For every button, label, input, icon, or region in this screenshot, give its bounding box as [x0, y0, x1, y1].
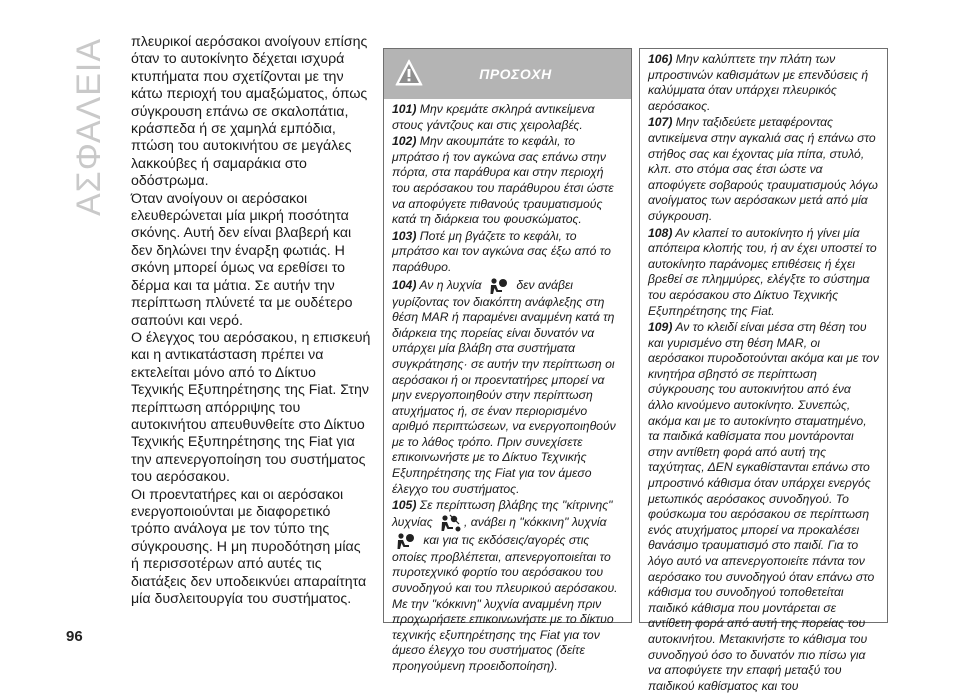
body-paragraph-2: Όταν ανοίγουν οι αερόσακοι ελευθερώνεται μία μικρή ποσότητα σκόνης. Αυτή δεν είναι βλαβερή και δεν δηλώνει την έναρξη φωτιάς. Η σκόνη μπορεί όμως να ερεθίσει το δέρμα και τα μάτια. Σε αυτήν την περίπτωση πλύνετέ τα με ουδέτερο σαπούνι και νερό.: [131, 190, 353, 329]
warning-header: [384, 49, 631, 99]
warning-item-101: 101) Μην κρεμάτε σκληρά αντικείμενα στους γάντζους και στις χειρολαβές.: [392, 102, 595, 132]
passenger-airbag-off-icon: [439, 514, 461, 532]
warning-box: [383, 48, 632, 673]
page-number: 96: [66, 628, 83, 645]
warning-triangle-icon: [394, 58, 424, 88]
body-paragraph-1: πλευρικοί αερόσακοι ανοίγουν επίσης όταν το αυτοκίνητο δέχεται ισχυρά κτυπήματα που σχετίζονται με την κάτω περιοχή του αμαξώματος, όπως σύγκρουση επάνω σε σκαλοπάτια, κράσπεδα ή σε χαμηλά εμπόδια, πτώση του αυτοκινήτου σε μεγάλες λακκούβες ή σαμαράκια στο οδόστρωμα.: [131, 34, 368, 190]
body-column: [131, 34, 371, 608]
warning-item-105: 105) Σε περίπτωση βλάβης της "κίτρινης" λυχνίας , ανάβει η "κόκκινη" λυχνία και για τις εκδόσεις/αγορές στις οποίες προβλέπεται, απενεργοποιείται το πυροτεχνικό φορτίο του αερόσακου του συνοδηγού και του πλευρικού αερόσακου. Με την "κόκκινη" λυχνία αναμμένη πριν προχωρήσετε επικοινωνήστε με το δίκτυο τεχνικής εξυπηρέτησης της Fiat για τον άμεσο έλεγχο του συστήματος (δείτε προηγούμενη προειδοποίηση).: [392, 498, 618, 673]
warning-continuation-box: [639, 48, 888, 693]
body-paragraph-4: Οι προεντατήρες και οι αερόσακοι ενεργοποιούνται με διαφορετικό τρόπο ανάλογα με τον τύπο της σύγκρουσης. Η μη πυροδότηση μίας ή περισσοτέρων από αυτές τις διατάξεις δεν υποδεικνύει απαραίτητα μία δυσλειτουργία του συστήματος.: [131, 486, 367, 607]
section-title-text: ΑΣΦΑΛΕΙΑ: [70, 37, 108, 216]
warning-item-106: 106) Μην καλύπτετε την πλάτη των μπροστινών καθισμάτων με επενδύσεις ή καλύμματα όταν υπάρχει πλευρικός αερόσακος.: [648, 52, 869, 113]
body-paragraph-3: Ο έλεγχος του αερόσακου, η επισκευή και η αντικατάσταση πρέπει να εκτελείται μόνο από το Δίκτυο Τεχνικής Εξυπηρέτησης της Fiat. Στην περίπτωση απόρριψης του αυτοκινήτου απευθυνθείτε στο Δίκτυο Τεχνικής Εξυπηρέτησης της Fiat για την απενεργοποίηση του συστήματος του αερόσακου.: [131, 329, 371, 486]
warning-item-108: 108) Αν κλαπεί το αυτοκίνητο ή γίνει μία απόπειρα κλοπής του, ή αν έχει υποστεί το αυτοκίνητο παράνομες επιθέσεις ή έχει βρεθεί σε πλημμύρες, ελέγξτε το σύστημα του αερόσακου στο Δίκτυο Τεχνικής Εξυπηρέτησης της Fiat.: [648, 225, 877, 318]
warning-item-104: 104) Αν η λυχνία δεν ανάβει γυρίζοντας τον διακόπτη ανάφλεξης στη θέση MAR ή παραμένει αναμμένη κατά τη διάρκεια της πορείας είναι δυνατόν να υπάρχει μία βλάβη στα συστήματα συγκράτησης· σε αυτήν την περίπτωση οι αερόσακοι ή οι προεντατήρες μπορεί να μην ενεργοποιηθούν στην περίπτωση ατυχήματος ή, σε έναν περιορισμένο αριθμό περιπτώσεων, να ενεργοποιηθούν με το λάθος τρόπο. Πριν συνεχίσετε επικοινωνήστε με το Δίκτυο Τεχνικής Εξυπηρέτησης της Fiat για τον άμεσο έλεγχο του συστήματος.: [392, 277, 616, 496]
warning-item-107: 107) Μην ταξιδεύετε μεταφέροντας αντικείμενα στην αγκαλιά σας ή επάνω στο στήθος σας και έχοντας μία πίπα, στυλό, κλπ. στο στόμα σας έτσι ώστε να αποφύγετε σοβαρούς τραυματισμούς λόγω ανοίγματος των αερόσακων μετά από μία σύγκρουση.: [648, 115, 878, 223]
warning-item-103: 103) Ποτέ μη βγάζετε το κεφάλι, το μπράτσο και τον αγκώνα σας έξω από το παράθυρο.: [392, 228, 611, 274]
airbag-warning-icon: [488, 277, 510, 295]
warning-item-109: 109) Αν το κλειδί είναι μέσα στη θέση του και γυρισμένο στη θέση MAR, οι αερόσακοι πυροδοτούνται ακόμα και με τον κινητήρα σβηστό σε περίπτωση σύγκρουσης του αυτοκινήτου από ένα άλλο κινούμενο αυτοκίνητο. Συνεπώς, ακόμα και με το αυτοκίνητο σταματημένο, τα παιδικά καθίσματα που μοντάρονται στην αντίθετη φορά από αυτή της ταχύτητας, ΔΕΝ εγκαθίστανται επάνω στο μπροστινό κάθισμα όταν υπάρχει ενεργός μετωπικός αερόσακος συνοδηγού. Το φούσκωμα του αερόσακου σε περίπτωση ενός ατυχήματος μπορεί να προκαλέσει θανάσιμο τραυματισμό στο παιδί. Για το λόγο αυτό να απενεργοποιείτε πάντα τον αερόσακο του συνοδηγού όταν επάνω στο κάθισμα του συνοδηγού τοποθετείται παιδικό κάθισμα που μοντάρεται σε αντίθετη φορά από αυτή της πορείας του αυτοκινήτου. Μετακινήστε το κάθισμα του συνοδηγού όσο το δυνατόν πιο πίσω για να αποφύγετε την επαφή μεταξύ του παιδικού καθίσματος και του: [648, 320, 879, 693]
warning-title: ΠΡΟΣΟΧΗ: [479, 66, 552, 82]
warning-item-102: 102) Μην ακουμπάτε το κεφάλι, το μπράτσο ή τον αγκώνα σας επάνω στην πόρτα, στα παράθυρα και στην περιοχή του αερόσακου του παράθυρου έτσι ώστε να αποφύγετε πιθανούς τραυματισμούς κατά τη διάρκεια του φουσκώματος.: [392, 134, 614, 227]
airbag-warning-red-icon: [395, 532, 417, 550]
warning-body: [384, 99, 631, 675]
section-title: [60, 30, 116, 220]
